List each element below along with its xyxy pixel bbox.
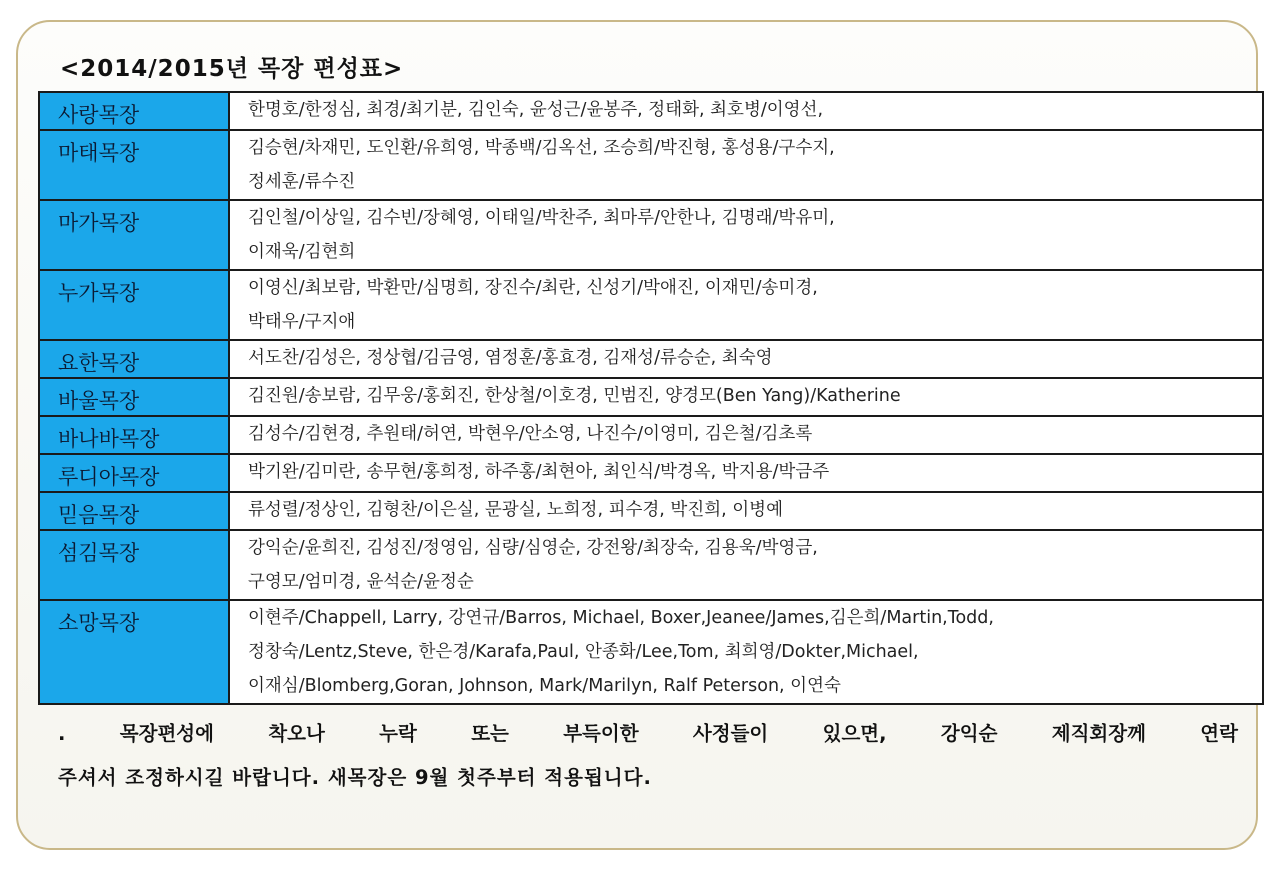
members-line: 김승현/차재민, 도인환/유희영, 박종백/김옥선, 조승희/박진형, 홍성용/구수지, — [248, 138, 835, 158]
members-cell — [229, 454, 1263, 492]
members-line: 한명호/한정심, 최경/최기분, 김인숙, 윤성근/윤봉주, 정태화, 최호병/이영선, — [248, 100, 824, 120]
notice-word: 목장편성에 — [119, 722, 214, 745]
members-line: 구영모/엄미경, 윤석순/윤정순 — [248, 572, 474, 592]
table-row — [39, 378, 1263, 416]
members-line: 정세훈/류수진 — [248, 172, 356, 192]
notice-word: 착오나 — [268, 722, 325, 745]
notice-line-1 — [58, 712, 1238, 756]
group-name-cell: 바나바목장 — [39, 416, 229, 454]
members-line: 정창숙/Lentz,Steve, 한은경/Karafa,Paul, 안종화/Lee,Tom, 최희영/Dokter,Michael, — [248, 642, 919, 662]
members-cell — [229, 92, 1263, 130]
notice-word: 사정들이 — [692, 722, 769, 745]
members-cell — [229, 130, 1263, 200]
table-row — [39, 92, 1263, 130]
members-line: 김성수/김현경, 추원태/허연, 박현우/안소영, 나진수/이영미, 김은철/김초록 — [248, 424, 813, 444]
notice-line-2: 주셔서 조정하시길 바랍니다. 새목장은 9월 첫주부터 적용됩니다. — [58, 766, 652, 789]
group-name-cell: 바울목장 — [39, 378, 229, 416]
notice-word: 있으면, — [822, 722, 887, 745]
page-title: <2014/2015년 목장 편성표> — [60, 56, 404, 82]
notice-word: 제직회장께 — [1051, 722, 1146, 745]
group-name-cell: 마태목장 — [39, 130, 229, 200]
notice-word: 부득이한 — [563, 722, 639, 745]
members-line: 김진원/송보람, 김무웅/홍회진, 한상철/이호경, 민범진, 양경모(Ben Yang)/Katherine — [248, 386, 901, 406]
members-cell — [229, 530, 1263, 600]
table-row — [39, 416, 1263, 454]
members-cell — [229, 200, 1263, 270]
group-name-cell: 요한목장 — [39, 340, 229, 378]
table-row — [39, 340, 1263, 378]
members-cell — [229, 270, 1263, 340]
members-cell — [229, 378, 1263, 416]
notice-word: 누락 — [379, 722, 417, 745]
table-row — [39, 130, 1263, 200]
notice — [58, 712, 1238, 800]
table-row — [39, 454, 1263, 492]
members-line: 박태우/구지애 — [248, 312, 356, 332]
members-line: 박기완/김미란, 송무현/홍희정, 하주홍/최현아, 최인식/박경옥, 박지용/박금주 — [248, 462, 830, 482]
members-line: 류성렬/정상인, 김형찬/이은실, 문광실, 노희정, 피수경, 박진희, 이병예 — [248, 500, 783, 520]
members-line: 이영신/최보람, 박환만/심명희, 장진수/최란, 신성기/박애진, 이재민/송미경, — [248, 278, 818, 298]
members-cell — [229, 416, 1263, 454]
group-name-cell: 루디아목장 — [39, 454, 229, 492]
table-row — [39, 600, 1263, 704]
members-line: 김인철/이상일, 김수빈/장혜영, 이태일/박찬주, 최마루/안한나, 김명래/박유미, — [248, 208, 835, 228]
members-cell — [229, 492, 1263, 530]
table-row — [39, 530, 1263, 600]
members-cell — [229, 600, 1263, 704]
table-row — [39, 200, 1263, 270]
notice-word: 연락 — [1200, 722, 1238, 745]
roster-table — [38, 91, 1264, 705]
members-line: 이현주/Chappell, Larry, 강연규/Barros, Michael, Boxer,Jeanee/James,김은희/Martin,Todd, — [248, 608, 994, 628]
table-row — [39, 492, 1263, 530]
members-line: 강익순/윤희진, 김성진/정영임, 심량/심영순, 강전왕/최장숙, 김용욱/박영금, — [248, 538, 818, 558]
members-line: 이재심/Blomberg,Goran, Johnson, Mark/Marilyn, Ralf Peterson, 이연숙 — [248, 676, 841, 696]
notice-word: 강익순 — [940, 722, 998, 745]
members-cell — [229, 340, 1263, 378]
members-line: 이재욱/김현희 — [248, 242, 356, 262]
members-line: 서도찬/김성은, 정상협/김금영, 염정훈/홍효경, 김재성/류승순, 최숙영 — [248, 348, 773, 368]
group-name-cell: 믿음목장 — [39, 492, 229, 530]
table-row — [39, 270, 1263, 340]
group-name-cell: 소망목장 — [39, 600, 229, 704]
group-name-cell: 섬김목장 — [39, 530, 229, 600]
notice-word: 또는 — [471, 722, 509, 745]
group-name-cell: 사랑목장 — [39, 92, 229, 130]
group-name-cell: 마가목장 — [39, 200, 229, 270]
group-name-cell: 누가목장 — [39, 270, 229, 340]
notice-word: . — [58, 722, 66, 745]
